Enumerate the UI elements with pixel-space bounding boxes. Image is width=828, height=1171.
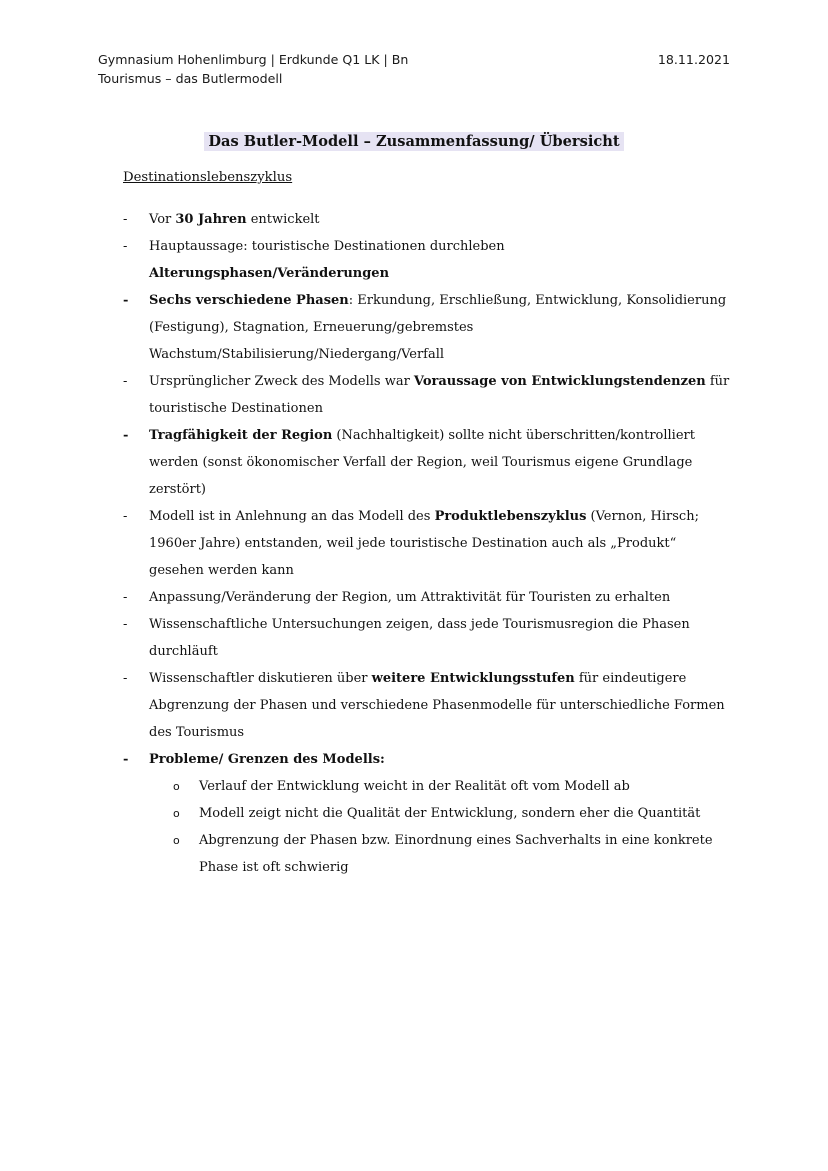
circle-bullet-icon: o xyxy=(173,780,180,793)
list-item xyxy=(123,746,733,773)
emphasis: Produktlebenszyklus xyxy=(434,509,587,524)
sub-list-item: o Verlauf der Entwicklung weicht in der Realität oft vom Modell ab xyxy=(123,773,733,800)
title-container xyxy=(0,132,828,151)
list-item: - Wissenschaftliche Untersuchungen zeigen, dass jede Tourismusregion die Phasen durchläuft xyxy=(123,611,733,665)
emphasis: weitere Entwicklungsstufen xyxy=(371,671,575,686)
circle-bullet-icon: o xyxy=(173,807,180,820)
emphasis: Probleme/ Grenzen des Modells: xyxy=(149,752,385,767)
list-item: - Anpassung/Veränderung der Region, um Attraktivität für Touristen zu erhalten xyxy=(123,584,733,611)
list-item: - Ursprünglicher Zweck des Modells war Voraussage von Entwicklungstendenzen für touristische Destinationen xyxy=(123,368,733,422)
bullet-dash: - xyxy=(123,671,128,686)
list-item: - Tragfähigkeit der Region (Nachhaltigkeit) sollte nicht überschritten/kontrolliert werden (sonst ökonomischer Verfall der Region, weil Tourismus eigene Grundlage zerstört) xyxy=(123,422,733,503)
sub-list-item: o Abgrenzung der Phasen bzw. Einordnung eines Sachverhalts in eine konkrete Phase ist oft schwierig xyxy=(123,827,733,881)
bullet-dash: - xyxy=(123,428,129,443)
list-item: - Modell ist in Anlehnung an das Modell des Produktlebenszyklus (Vernon, Hirsch; 1960er Jahre) entstanden, weil jede touristische Destination auch als „Produkt“ gesehen werden kann xyxy=(123,503,733,584)
emphasis: 30 Jahren xyxy=(175,212,247,227)
sub-list-item: o Modell zeigt nicht die Qualität der Entwicklung, sondern eher die Quantität xyxy=(123,800,733,827)
bullet-dash: - xyxy=(123,617,128,632)
page-header xyxy=(98,50,730,88)
bullet-list xyxy=(123,206,733,881)
list-item: - Wissenschaftler diskutieren über weitere Entwicklungsstufen für eindeutigere Abgrenzung der Phasen und verschiedene Phasenmodelle für unterschiedliche Formen des Tourismus xyxy=(123,665,733,746)
circle-bullet-icon: o xyxy=(173,834,180,847)
bullet-dash: - xyxy=(123,212,128,227)
header-school-course: Gymnasium Hohenlimburg | Erdkunde Q1 LK | Bn xyxy=(98,52,409,67)
document-title: Das Butler-Modell – Zusammenfassung/ Übersicht xyxy=(204,132,623,151)
emphasis: Alterungsphasen/Veränderungen xyxy=(149,266,390,281)
emphasis: Voraussage von Entwicklungstendenzen xyxy=(413,374,706,389)
list-item: - Sechs verschiedene Phasen: Erkundung, Erschließung, Entwicklung, Konsolidierung (Festigung), Stagnation, Erneuerung/gebremstes Wachstum/Stabilisierung/Niedergang/Verfall xyxy=(123,287,733,368)
bullet-dash: - xyxy=(123,590,128,605)
header-topic: Tourismus – das Butlermodell xyxy=(98,71,283,86)
bullet-dash: - xyxy=(123,374,128,389)
header-date: 18.11.2021 xyxy=(657,52,730,67)
emphasis: Sechs verschiedene Phasen xyxy=(149,293,349,308)
list-item: - Hauptaussage: touristische Destinationen durchleben Alterungsphasen/Veränderungen xyxy=(123,233,733,287)
bullet-dash: - xyxy=(123,752,129,767)
section-subheading: Destinationslebenszyklus xyxy=(123,170,293,185)
bullet-dash: - xyxy=(123,293,129,308)
emphasis: Tragfähigkeit der Region xyxy=(149,428,333,443)
bullet-dash: - xyxy=(123,509,128,524)
list-item: - Vor 30 Jahren entwickelt xyxy=(123,206,733,233)
bullet-dash: - xyxy=(123,239,128,254)
